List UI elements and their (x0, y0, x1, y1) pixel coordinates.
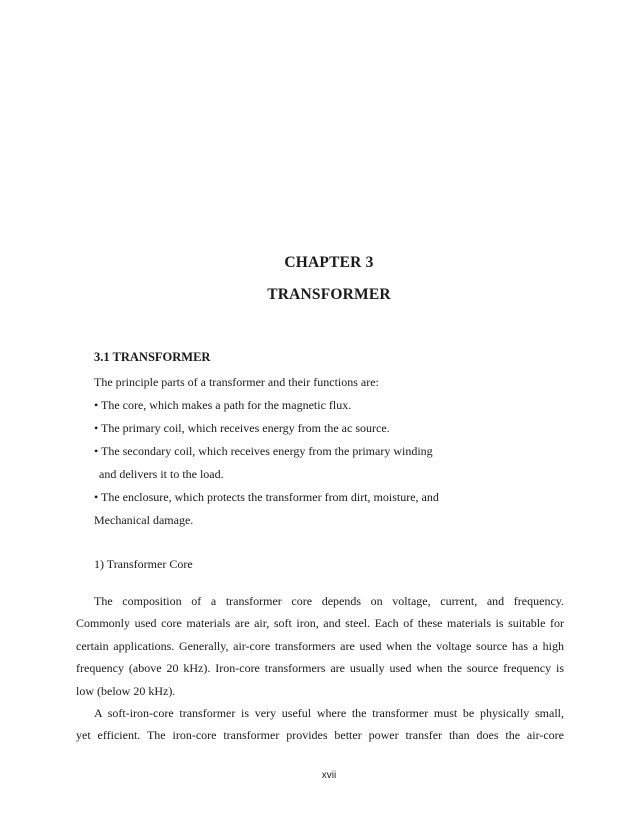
paragraph-line: yet efficient. The iron-core transformer provides better power transfer than does the air-core (76, 728, 564, 743)
chapter-title: TRANSFORMER (267, 286, 391, 303)
paragraph-line: low (below 20 kHz). (76, 683, 176, 698)
bullet-enclosure-continued: Mechanical damage. (94, 513, 194, 527)
paragraph-core-composition (76, 590, 564, 702)
bullet-primary-coil: • The primary coil, which receives energy from the ac source. (94, 421, 390, 435)
chapter-number: CHAPTER 3 (284, 254, 374, 271)
paragraph-line: The composition of a transformer core depends on voltage, current, and frequency. (94, 594, 564, 608)
paragraph-line: A soft-iron-core transformer is very useful where the transformer must be physically small, (94, 706, 564, 720)
paragraph-soft-iron-core (76, 702, 564, 747)
section-intro: The principle parts of a transformer and their functions are: (94, 375, 379, 389)
section-heading: 3.1 TRANSFORMER (94, 350, 211, 364)
bullet-core: • The core, which makes a path for the magnetic flux. (94, 398, 352, 412)
bullet-enclosure: • The enclosure, which protects the transformer from dirt, moisture, and (94, 490, 439, 504)
subsection-heading: 1) Transformer Core (94, 557, 193, 571)
paragraph-line: certain applications. Generally, air-core transformers are used when the voltage source has a high (76, 638, 564, 653)
paragraph-line: Commonly used core materials are air, soft iron, and steel. Each of these materials is suitable for (76, 616, 564, 631)
bullet-secondary-coil-continued: and delivers it to the load. (99, 467, 224, 481)
paragraph-line: frequency (above 20 kHz). Iron-core transformers are usually used when the source frequency is (76, 661, 564, 676)
page-number: xvii (321, 770, 337, 781)
bullet-secondary-coil: • The secondary coil, which receives energy from the primary winding (94, 444, 433, 458)
